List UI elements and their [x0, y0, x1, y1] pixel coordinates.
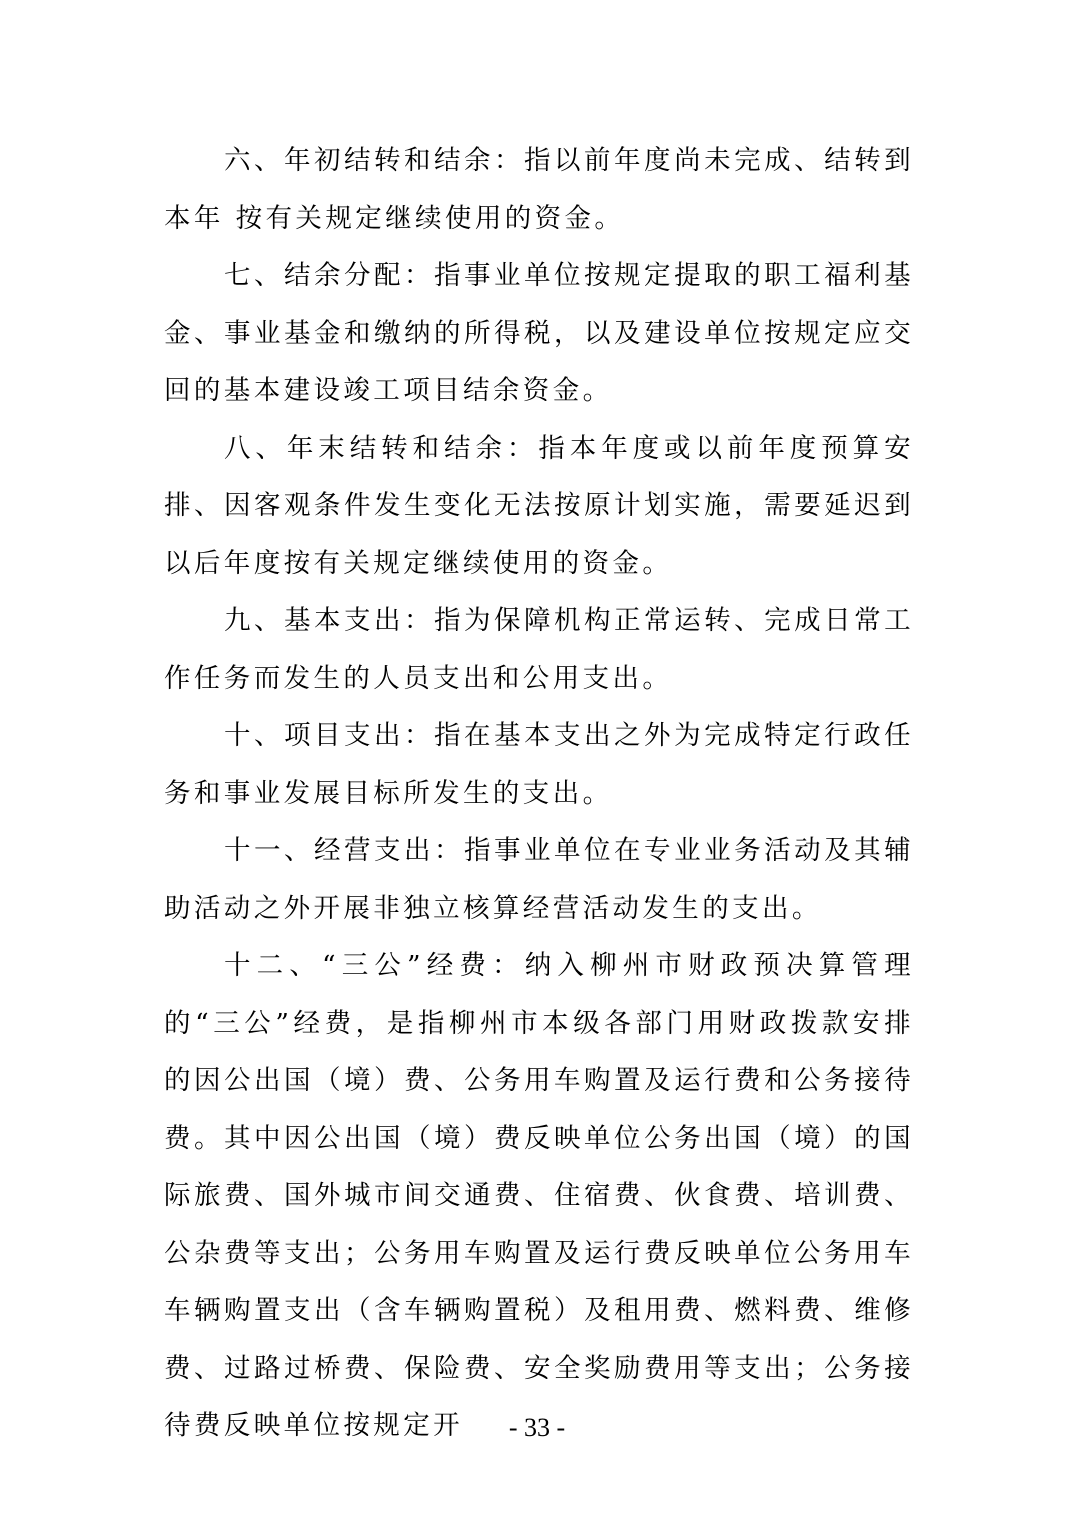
document-body	[164, 132, 914, 1455]
paragraph-operating-expenditure: 十一、经营支出：指事业单位在专业业务活动及其辅助活动之外开展非独立核算经营活动发生的支出。	[164, 835, 914, 924]
paragraph-basic-expenditure: 九、基本支出：指为保障机构正常运转、完成日常工作任务而发生的人员支出和公用支出。	[164, 605, 914, 694]
paragraph-surplus-distribution: 七、结余分配：指事业单位按规定提取的职工福利基金、事业基金和缴纳的所得税，以及建设单位按规定应交回的基本建设竣工项目结余资金。	[164, 260, 914, 406]
paragraph-year-end-carryover: 八、年末结转和结余：指本年度或以前年度预算安排、因客观条件发生变化无法按原计划实施，需要延迟到以后年度按有关规定继续使用的资金。	[164, 432, 914, 579]
paragraph-three-public-expenses: 十二、“三公”经费：纳入柳州市财政预决算管理的“三公”经费，是指柳州市本级各部门用财政拨款安排的因公出国（境）费、公务用车购置及运行费和公务接待费。其中因公出国（境）费反映单位公务出国（境）的国际旅费、国外城市间交通费、住宿费、伙食费、培训费、公杂费等支出；公务用车购置及运行费反映单位公务用车车辆购置支出（含车辆购置税）及租用费、燃料费、维修费、过路过桥费、保险费、安全奖励费用等支出；公务接待费反映单位按规定开	[164, 950, 914, 1441]
page-number: - 33 -	[508, 1413, 566, 1442]
paragraph-year-start-carryover: 六、年初结转和结余：指以前年度尚未完成、结转到本年 按有关规定继续使用的资金。	[164, 145, 914, 234]
paragraph-project-expenditure: 十、项目支出：指在基本支出之外为完成特定行政任务和事业发展目标所发生的支出。	[164, 720, 914, 809]
